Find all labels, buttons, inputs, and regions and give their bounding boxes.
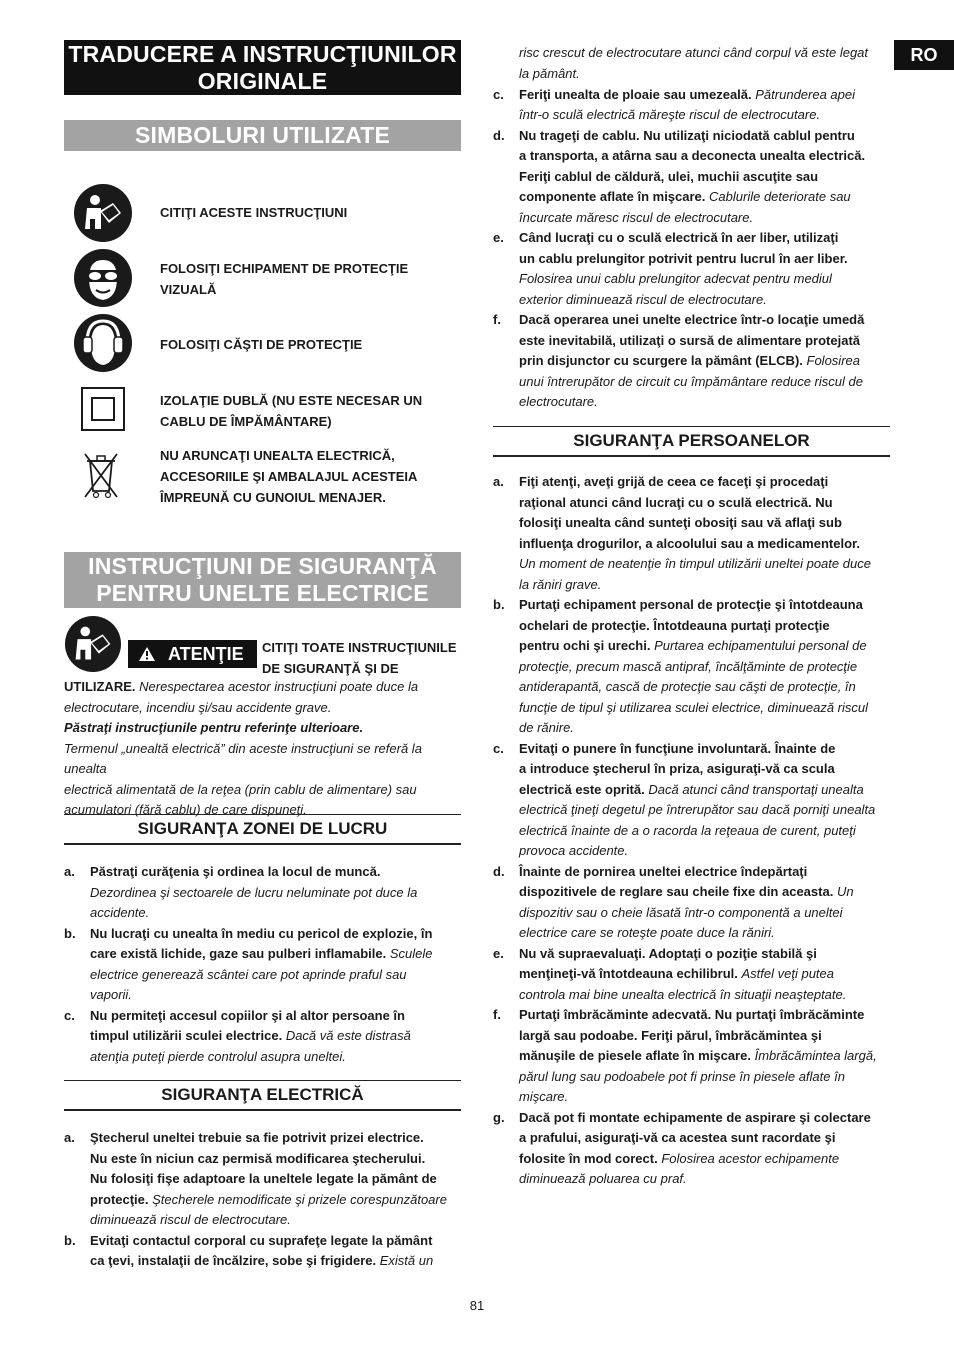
read-manual-icon [64, 615, 122, 673]
list-item [493, 472, 893, 595]
language-tab: RO [894, 40, 954, 70]
symbol-text-weee: NU ARUNCAŢI UNEALTA ELECTRICĂ, ACCESORIILE ŞI AMBALAJUL ACESTEIA ÎMPREUNĂ CU GUNOIUL MENAJER. [160, 448, 418, 505]
continued-text: risc crescut de electrocutare atunci când corpul vă este legat la pământ. [519, 45, 869, 81]
list-item [493, 1108, 893, 1190]
list-item [493, 862, 893, 944]
read-manual-icon [73, 183, 133, 243]
warning-triangle-icon [138, 646, 156, 662]
list-item [493, 310, 893, 413]
symbol-text-eye: FOLOSIŢI ECHIPAMENT DE PROTECŢIE VIZUALĂ [160, 261, 409, 297]
item-body: Ştecherul uneltei trebuie sa fie potrivit prizei electrice. Nu este în niciun caz permisă modificarea ştecherului. Nu folosiţi fişe adaptoare la uneltele legate la pământ de protecţie. Ştecherele nemodificate şi prizele corespunzătoare diminuează riscul de electrocutare. [90, 1130, 447, 1227]
item-body: Dacă operarea unei unelte electrice într-o locaţie umedă este inevitabilă, utilizaţi o sursă de alimentare protejată prin disjunctor cu scurgere la pământ (ELCB). Folosirea unui întrerupător de circuit cu împământare reduce riscul de electrocutare. [519, 312, 865, 409]
list-item [64, 862, 464, 924]
item-body: Nu permiteţi accesul copiilor şi al altor persoane în timpul utilizării sculei electrice. Dacă vă este distrasă atenţia puteţi pierde controlul asupra uneltei. [90, 1007, 411, 1064]
weee-bin-icon [82, 451, 120, 501]
list-item [64, 1006, 464, 1068]
item-letter: g. [493, 1109, 505, 1125]
double-insulation-icon [81, 387, 125, 431]
ear-protection-icon [73, 313, 133, 373]
item-body: Dacă pot fi montate echipamente de aspirare şi colectare a prafului, asiguraţi-vă ca acestea sunt racordate şi folosite în mod corect. Folosirea acestor echipamente diminuează poluarea cu praf. [519, 1109, 871, 1186]
symbol-text-ear: FOLOSIŢI CĂŞTI DE PROTECŢIE [160, 337, 363, 352]
work-area-heading: SIGURANŢA ZONEI DE LUCRU [64, 814, 461, 845]
warning-badge: ATENŢIE [128, 640, 257, 668]
list-item [493, 228, 893, 310]
item-body: Purtaţi echipament personal de protecţie şi întotdeauna ochelari de protecţie. Întotdeauna purtaţi protecţie pentru ochi şi urechi. Purtarea echipamentului personal de protecţie, precum mască antipraf, încălţăminte de protecţie antiderapantă, cască de protecţie sau căşti de protecţie, în funcţie de tipul şi utilizarea sculei electrice, diminuează riscul de rănire. [519, 597, 868, 735]
personal-heading: SIGURANŢA PERSOANELOR [493, 426, 890, 457]
item-letter: e. [493, 230, 504, 245]
warning-body: UTILIZARE. Nerespectarea acestor instrucţiuni poate duce la electrocutare, incendiu şi/sau accidente grave. Păstraţi instrucţiunile pentru referinţe ulterioare. Termenul „unealtă electrică” din aceste instrucţiuni se referă la unealta electrică alimentată de la reţea (prin cablu de alimentare) sau acumulatori (fără cablu) de care dispuneţi. [64, 679, 422, 817]
symbol-text-insulation: IZOLAŢIE DUBLĂ (NU ESTE NECESAR UN CABLU DE ÎMPĂMÂNTARE) [160, 393, 423, 429]
item-letter: b. [493, 597, 505, 612]
item-body: Evitaţi o punere în funcţiune involuntară. Înainte de a introduce ştecherul în priza, asiguraţi-vă ca scula electrică este oprită. Dacă atunci când transportaţi unealta electrică ţineţi degetul pe întrerupător sau dacă porniţi unealta electrică înainte de a o racorda la reţeaua de curent, puteţi provoca accidente. [519, 740, 876, 858]
item-letter: a. [64, 864, 75, 879]
item-body: Când lucraţi cu o sculă electrică în aer liber, utilizaţi un cablu prelungitor potrivit pentru lucrul în aer liber. Folosirea unui cablu prelungitor adecvat pentru mediul exterior diminuează riscul de electrocutare. [519, 230, 848, 307]
item-body: Nu lucraţi cu unealta în mediu cu pericol de explozie, în care există lichide, gaze sau pulberi inflamabile. Sculele electrice generează scântei care pot aprinde praful sau vaporii. [90, 925, 433, 1002]
list-item [64, 1128, 464, 1231]
item-letter: a. [493, 474, 504, 489]
warning-bold-text: CITIŢI TOATE INSTRUCŢIUNILE DE SIGURANŢĂ ŞI DE [262, 640, 457, 676]
item-letter: f. [493, 312, 501, 327]
item-body: Feriţi unealta de ploaie sau umezeală. Pătrunderea apei într-o sculă electrică măreşte riscul de electrocutare. [519, 86, 856, 122]
item-body: Păstraţi curăţenia şi ordinea la locul de muncă. Dezordinea şi sectoarele de lucru neluminate pot duce la accidente. [90, 864, 418, 920]
eye-protection-icon [73, 248, 133, 308]
item-letter: b. [64, 1232, 76, 1248]
electrical-heading: SIGURANŢA ELECTRICĂ [64, 1080, 461, 1111]
item-letter: a. [64, 1130, 75, 1145]
item-letter: c. [64, 1007, 75, 1023]
list-item [493, 1005, 893, 1108]
list-item [64, 924, 464, 1006]
item-letter: e. [493, 945, 504, 961]
translation-heading: TRADUCERE A INSTRUCŢIUNILOR ORIGINALE [64, 40, 461, 95]
item-body: Evitaţi contactul corporal cu suprafeţe legate la pământ ca ţevi, instalaţii de încălzire, sobe şi frigidere. Există un [90, 1232, 434, 1268]
item-body: Purtaţi îmbrăcăminte adecvată. Nu purtaţi îmbrăcăminte largă sau podoabe. Feriţi părul, îmbrăcămintea şi mănuşile de piesele aflate în mişcare. Îmbrăcămintea largă, părul lung sau podoabele pot fi prinse în piesele aflate în mişcare. [519, 1007, 877, 1104]
list-item [493, 595, 893, 739]
item-letter: c. [493, 86, 504, 102]
symbol-text-read: CITIŢI ACESTE INSTRUCŢIUNI [160, 205, 348, 220]
list-item [493, 85, 893, 126]
item-body: Nu vă supraevaluaţi. Adoptaţi o poziţie stabilă şi menţineţi-vă întotdeauna echilibrul. Astfel veţi putea controla mai bine unealta electrică în situaţii neaşteptate. [519, 945, 847, 1002]
item-letter: d. [493, 127, 505, 143]
list-item [64, 1231, 464, 1272]
list-item [493, 739, 893, 862]
list-item [493, 126, 893, 229]
safety-heading: INSTRUCŢIUNI DE SIGURANŢĂ PENTRU UNELTE ELECTRICE [64, 552, 461, 608]
item-body: Fiţi atenţi, aveţi grijă de ceea ce faceţi şi procedaţi raţional atunci când lucraţi cu o sculă electrică. Nu folosiţi unealta când sunteţi obosiţi sau vă aflaţi sub influenţa drogurilor, a alcoolului sau a medicamentelor. Un moment de neatenţie în timpul utilizării uneltei poate duce la răniri grave. [519, 474, 871, 592]
item-body: Înainte de pornirea uneltei electrice îndepărtaţi dispozitivele de reglare sau cheile fixe din aceasta. Un dispozitiv sau o cheie lăsată într-o componentă a uneltei electrice care se roteşte poate duce la răniri. [519, 863, 854, 940]
item-letter: c. [493, 740, 504, 756]
item-letter: d. [493, 863, 505, 879]
symbols-heading: SIMBOLURI UTILIZATE [64, 120, 461, 151]
item-letter: f. [493, 1007, 501, 1022]
item-body: Nu trageţi de cablu. Nu utilizaţi niciodată cablul pentru a transporta, a atârna sau a deconecta unealta electrică. Feriţi cablul de căldură, ulei, muchii ascuţite sau componente aflate în mişcare. Cablurile deteriorate sau încurcate măresc riscul de electrocutare. [519, 127, 866, 225]
page-number: 81 [469, 1298, 485, 1313]
item-letter: b. [64, 925, 76, 941]
list-item [493, 944, 893, 1006]
